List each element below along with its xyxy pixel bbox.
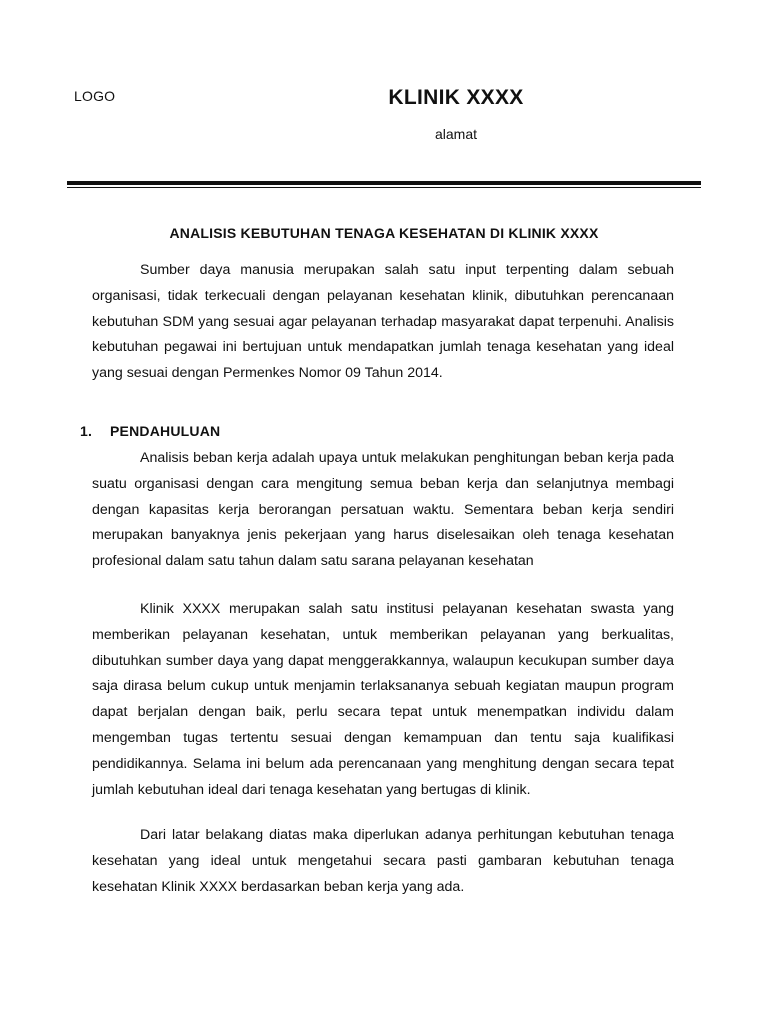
clinic-name: KLINIK XXXX (388, 86, 524, 109)
letterhead-divider-thick (67, 181, 701, 185)
intro-paragraph: Sumber daya manusia merupakan salah satu input terpenting dalam sebuah organisasi, tidak terkecuali dengan pelayanan kesehatan klinik, dibutuhkan perencanaan kebutuhan SDM yang sesuai agar pelayanan terhadap masyarakat dapat terpenuhi. Analisis kebutuhan pegawai ini bertujuan untuk mendapatkan jumlah tenaga kesehatan yang ideal yang sesuai dengan Permenkes Nomor 09 Tahun 2014. (92, 262, 674, 382)
section-heading (80, 423, 220, 439)
section-number: 1. (80, 423, 93, 439)
section-title: PENDAHULUAN (110, 423, 221, 439)
body-paragraph: Klinik XXXX merupakan salah satu institusi pelayanan kesehatan swasta yang memberikan pelayanan kesehatan, untuk memberikan pelayanan yang berkualitas, dibutuhkan sumber daya yang dapat menggerakkannya, walaupun kecukupan sumber daya saja dirasa belum cukup untuk menjamin terlaksananya sebuah kegiatan maupun program dapat berjalan dengan baik, perlu secara tepat untuk menempatkan individu dalam mengemban tugas tertentu sesuai dengan kemampuan dan tentu saja kualifikasi pendidikannya. Selama ini belum ada perencanaan yang menghitung dengan secara tepat jumlah kebutuhan ideal dari tenaga kesehatan yang bertugas di klinik. (92, 601, 674, 798)
clinic-address: alamat (434, 126, 478, 142)
body-paragraph: Analisis beban kerja adalah upaya untuk melakukan penghitungan beban kerja pada suatu organisasi dengan cara mengitung semua beban kerja dan selanjutnya membagi dengan kapasitas kerja berorangan persatuan waktu. Sementara beban kerja sendiri merupakan banyaknya jenis pekerjaan yang harus diselesaikan oleh tenaga kesehatan profesional dalam satu tahun dalam satu sarana pelayanan kesehatan (92, 450, 674, 570)
logo-placeholder: LOGO (74, 88, 116, 104)
body-paragraph: Dari latar belakang diatas maka diperlukan adanya perhitungan kebutuhan tenaga kesehatan yang ideal untuk mengetahui secara pasti gambaran kebutuhan tenaga kesehatan Klinik XXXX berdasarkan beban kerja yang ada. (92, 827, 674, 895)
document-title: ANALISIS KEBUTUHAN TENAGA KESEHATAN DI KLINIK XXXX (169, 225, 599, 241)
letterhead-divider-thin (67, 187, 701, 188)
